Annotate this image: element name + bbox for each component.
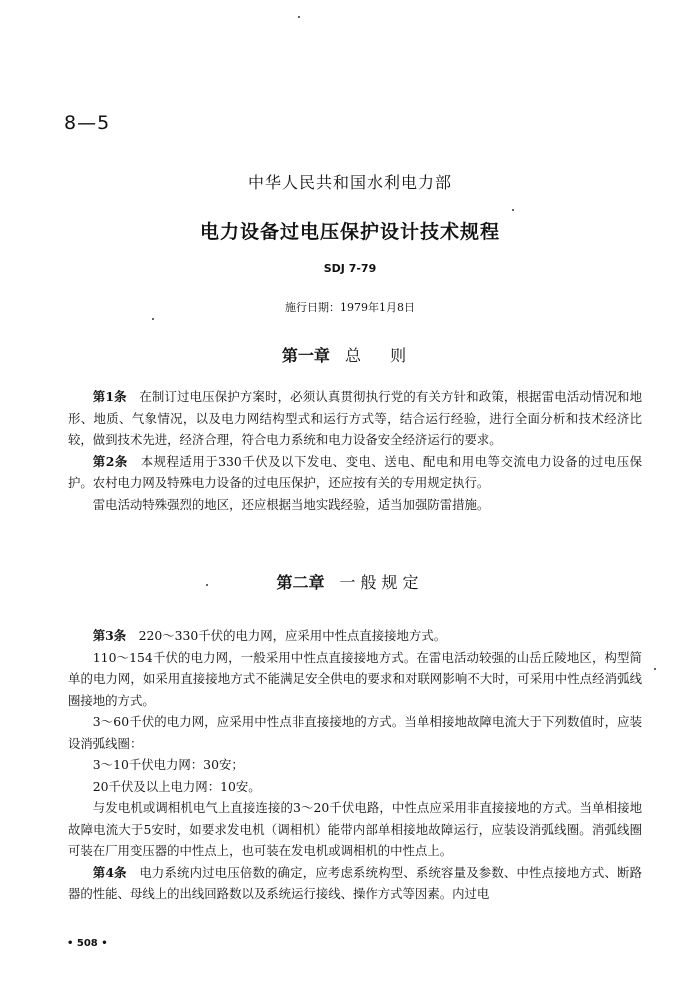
paragraph (68, 386, 642, 451)
paragraph-text: 本规程适用于330千伏及以下发电、变电、送电、配电和用电等交流电力设备的过电压保护。农村电力网及特殊电力设备的过电压保护，还应按有关的专用规定执行。 (68, 453, 643, 490)
chapter-name: 总 则 (345, 346, 419, 365)
paragraph (68, 797, 642, 862)
effective-date: 施行日期：1979年1月8日 (285, 301, 415, 314)
paragraph (68, 647, 642, 712)
paragraph-text: 与发电机或调相机电气上直接连接的3～20千伏电路，中性点应采用非直接接地的方式。当单相接地故障电流大于5安时，如要求发电机（调相机）能带内部单相接地故障运行，应装设消弧线圈。消弧线圈可装在厂用变压器的中性点上，也可装在发电机或调相机的中性点上。 (68, 800, 642, 858)
paragraph-text: 雷电活动特殊强烈的地区，还应根据当地实践经验，适当加强防雷措施。 (92, 496, 490, 512)
paragraph-text: 20千伏及以上电力网：10安。 (92, 778, 261, 794)
paragraph-text: 110～154千伏的电力网，一般采用中性点直接接地方式。在雷电活动较强的山岳丘陵地区，构型简单的电力网，如采用直接接地方式不能满足安全供电的要求和对联网影响不大时，可采用中性点经消弧线圈接地的方式。 (68, 649, 642, 708)
chapter-number: 第一章 (281, 346, 330, 365)
chapter-name: 一般规定 (339, 573, 424, 592)
chapter-1-body (68, 386, 642, 515)
page-number: • 508 • (67, 938, 108, 949)
paragraph (68, 451, 642, 494)
paragraph (68, 754, 642, 776)
paragraph-text: 3～10千伏电力网：30安； (92, 757, 244, 772)
chapter-number: 第二章 (276, 573, 325, 592)
paragraph (68, 494, 642, 516)
paragraph (68, 862, 642, 905)
paragraph (68, 711, 642, 754)
paragraph (68, 625, 642, 647)
article-number: 第1条 (92, 389, 127, 404)
article-number: 第3条 (92, 628, 127, 643)
scan-speck (512, 209, 514, 211)
paragraph-text: 3～60千伏的电力网，应采用中性点非直接接地的方式。当单相接地故障电流大于下列数值时，应装设消弧线圈： (68, 714, 642, 751)
scan-speck (298, 16, 300, 18)
document-code: SDJ 7-79 (323, 262, 377, 275)
scan-speck (152, 318, 154, 320)
article-number: 第4条 (92, 864, 127, 880)
paragraph (68, 776, 642, 798)
paragraph-text: 电力系统内过电压倍数的确定，应考虑系统构型、系统容量及参数、中性点接地方式、断路器的性能、母线上的出线回路数以及系统运行接线、操作方式等因素。内过电 (68, 864, 643, 901)
document-title: 电力设备过电压保护设计技术规程 (199, 221, 500, 243)
chapter-heading-1 (0, 343, 700, 366)
chapter-2-body (68, 625, 642, 905)
chapter-heading-2 (0, 570, 700, 593)
issuing-ministry: 中华人民共和国水利电力部 (247, 173, 452, 192)
section-number: 8—5 (64, 112, 111, 134)
article-number: 第2条 (92, 453, 128, 469)
scan-speck (206, 584, 208, 586)
paragraph-text: 220～330千伏的电力网，应采用中性点直接接地方式。 (138, 628, 447, 643)
scan-speck (654, 668, 656, 670)
paragraph-text: 在制订过电压保护方案时，必须认真贯彻执行党的有关方针和政策，根据雷电活动情况和地形、地质、气象情况，以及电力网结构型式和运行方式等，结合运行经验，进行全面分析和技术经济比较，做到技术先进，经济合理，符合电力系统和电力设备安全经济运行的要求。 (68, 389, 643, 447)
